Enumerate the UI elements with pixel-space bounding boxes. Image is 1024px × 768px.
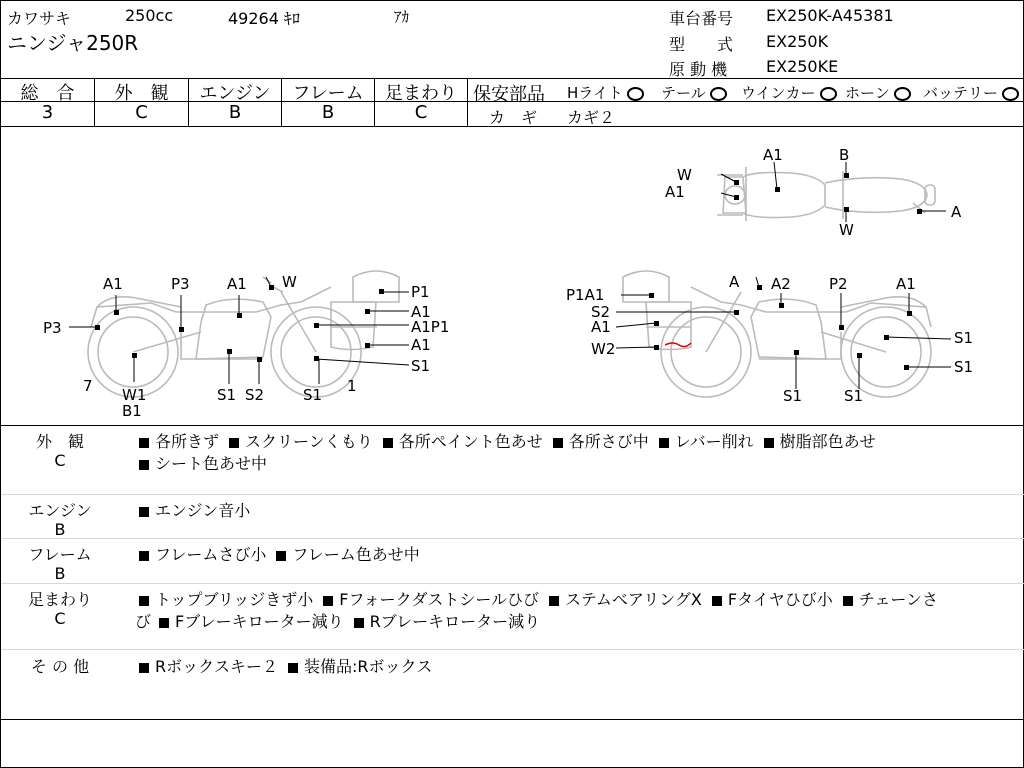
note-item: Fタイヤひび小 — [727, 590, 833, 609]
note-item: レバー削れ — [674, 432, 754, 451]
note-item: 各所ペイント色あせ — [398, 432, 543, 451]
note-separator — [1, 649, 1024, 650]
label-right-p2: P2 — [829, 275, 848, 293]
note-item: トップブリッジきず小 — [155, 590, 314, 609]
label-top-a1-left: A1 — [665, 183, 685, 201]
bullet-square-icon — [159, 618, 169, 628]
label-left-1: 1 — [347, 377, 357, 395]
bullet-square-icon — [139, 507, 149, 517]
grade-frame: B — [321, 102, 335, 123]
label-left-w: W — [282, 273, 297, 291]
note-item: 各所きず — [155, 432, 220, 451]
label-right-s1-2: S1 — [954, 358, 974, 376]
note-separator — [1, 583, 1024, 584]
label-left-s1: S1 — [217, 386, 237, 404]
safety-item-battery: バッテリー — [923, 82, 1019, 103]
label-right-a1: A1 — [591, 318, 611, 336]
note-item: エンジン音小 — [155, 501, 251, 520]
maker: カワサキ — [7, 9, 72, 28]
safety-item-headlight: Hライト — [567, 82, 644, 103]
label-top-a1: A1 — [763, 146, 783, 164]
label-top-w-left: W — [677, 166, 692, 184]
grade-overall: 3 — [41, 102, 54, 123]
note-separator — [1, 494, 1024, 495]
note-item: ステムベアリングX — [565, 590, 702, 609]
damage-diagram — [1, 127, 1023, 425]
vin: EX250K-A45381 — [766, 6, 894, 25]
grade-header-overall: 総 合 — [20, 83, 75, 104]
model-name: ニンジャ250R — [7, 31, 139, 55]
leader-lines — [69, 162, 951, 389]
note-item: Fフォークダストシールひび — [339, 590, 540, 609]
crack-mark — [665, 343, 691, 347]
note-label: 外 観 — [35, 432, 84, 451]
bullet-square-icon — [139, 460, 149, 470]
mileage: 49264 ｷﾛ — [228, 9, 300, 28]
label-left-s2: S2 — [245, 386, 265, 404]
motorcycle-drawings — [88, 167, 935, 397]
note-grade: B — [54, 564, 66, 583]
label-top-b: B — [839, 146, 850, 164]
note-item: 装備品:Rボックス — [303, 657, 433, 676]
note-grade: C — [54, 609, 66, 628]
note-line — [135, 609, 548, 632]
label-left-7: 7 — [83, 377, 93, 395]
note-line — [137, 542, 428, 565]
ok-circle-icon — [894, 87, 911, 101]
label-left-a1: A1 — [103, 275, 123, 293]
key-value: カギ２ — [567, 108, 616, 127]
grade-header-suspension: 足まわり — [385, 83, 457, 104]
bullet-square-icon — [383, 438, 393, 448]
note-item: Fブレーキローター減り — [175, 612, 344, 631]
vin-label: 車台番号 — [669, 9, 734, 28]
type: EX250K — [766, 32, 829, 51]
bullet-square-icon — [139, 438, 149, 448]
color: ｱｶ — [394, 8, 410, 26]
diagram-labels — [43, 146, 973, 420]
note-item: Rボックスキー２ — [155, 657, 278, 676]
bullet-square-icon — [229, 438, 239, 448]
grade-header-frame: フレーム — [292, 83, 364, 104]
note-label: そ の 他 — [30, 657, 90, 676]
label-right-p1a1: P1A1 — [566, 286, 605, 304]
bullet-square-icon — [549, 596, 559, 606]
label-right-w2: W2 — [591, 340, 616, 358]
label-left-w1: W1 — [122, 386, 147, 404]
label-left-a1-4: A1 — [411, 336, 431, 354]
note-item: チェーンさ — [858, 590, 938, 609]
note-line — [137, 654, 440, 677]
grade-engine: B — [228, 102, 242, 123]
ok-circle-icon — [820, 87, 837, 101]
bullet-square-icon — [139, 551, 149, 561]
ok-circle-icon — [627, 87, 644, 101]
grade-header-exterior: 外 観 — [114, 83, 169, 104]
bullet-square-icon — [553, 438, 563, 448]
safety-item-winker: ウインカー — [741, 82, 837, 103]
note-grade: C — [54, 451, 66, 470]
grade-header-engine: エンジン — [199, 83, 271, 104]
bullet-square-icon — [712, 596, 722, 606]
note-grade: B — [54, 520, 66, 539]
label-left-a1-3: A1 — [411, 303, 431, 321]
label-right-s2: S2 — [591, 303, 611, 321]
bullet-square-icon — [659, 438, 669, 448]
note-separator — [1, 538, 1024, 539]
note-line — [137, 451, 275, 474]
key-label: カ ギ — [489, 108, 538, 127]
bullet-square-icon — [139, 596, 149, 606]
label-left-p3: P3 — [43, 319, 62, 337]
damage-markers — [95, 173, 922, 370]
note-label: エンジン — [28, 501, 92, 520]
note-line — [137, 429, 884, 452]
label-top-w-bottom: W — [839, 221, 854, 239]
note-item: Rブレーキローター減り — [369, 612, 541, 631]
grade-suspension: C — [414, 102, 428, 123]
note-continuation: び — [135, 612, 152, 631]
label-left-s1-right: S1 — [411, 357, 431, 375]
label-right-s1-1: S1 — [954, 329, 974, 347]
label-left-b1: B1 — [122, 402, 142, 420]
label-left-p1: P1 — [411, 283, 430, 301]
label-left-a1p1: A1P1 — [411, 318, 450, 336]
displacement: 250cc — [125, 6, 174, 25]
note-line — [137, 498, 258, 521]
label-top-a-right: A — [951, 203, 962, 221]
safety-parts-label: 保安部品 — [473, 84, 545, 105]
bullet-square-icon — [323, 596, 333, 606]
note-item: 各所さび中 — [568, 432, 649, 451]
label-left-s1-bottom: S1 — [303, 386, 323, 404]
note-item: シート色あせ中 — [155, 454, 268, 473]
label-left-p3-top: P3 — [171, 275, 190, 293]
note-label: フレーム — [28, 545, 92, 564]
bullet-square-icon — [843, 596, 853, 606]
bullet-square-icon — [276, 551, 286, 561]
bullet-square-icon — [139, 663, 149, 673]
grade-exterior: C — [135, 102, 148, 123]
safety-item-tail: テール — [661, 82, 727, 103]
label-right-s1-bottom-2: S1 — [844, 387, 864, 405]
label-right-a: A — [729, 273, 740, 291]
note-label: 足まわり — [27, 590, 92, 609]
engine-label: 原 動 機 — [669, 60, 728, 79]
label-left-a1-2: A1 — [227, 275, 247, 293]
note-item: フレームさび小 — [155, 545, 267, 564]
bullet-square-icon — [288, 663, 298, 673]
type-label: 型 式 — [669, 35, 734, 54]
label-right-a1-top: A1 — [896, 275, 916, 293]
bullet-square-icon — [354, 618, 364, 628]
note-line — [137, 587, 946, 610]
note-item: スクリーンくもり — [245, 432, 373, 451]
engine-code: EX250KE — [766, 57, 839, 76]
bullet-square-icon — [764, 438, 774, 448]
note-item: 樹脂部色あせ — [779, 432, 876, 451]
ok-circle-icon — [710, 87, 727, 101]
note-item: フレーム色あせ中 — [292, 545, 420, 564]
ok-circle-icon — [1002, 87, 1019, 101]
safety-item-horn: ホーン — [845, 82, 911, 103]
label-right-a2: A2 — [771, 275, 791, 293]
label-right-s1-bottom-1: S1 — [783, 387, 803, 405]
